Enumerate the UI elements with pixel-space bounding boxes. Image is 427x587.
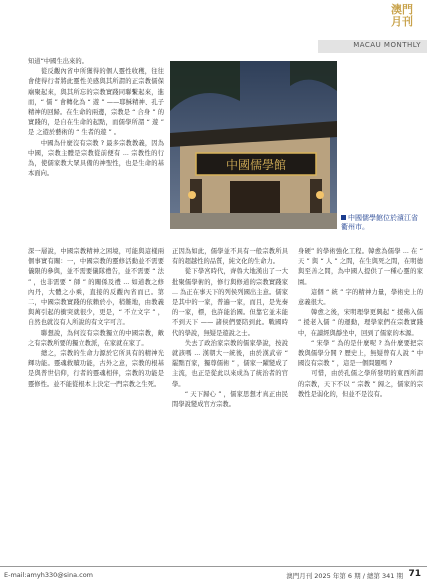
logo-line-1: 澳門 xyxy=(391,3,413,16)
footer-divider xyxy=(0,566,427,567)
building-sign: 中國儒學館 xyxy=(225,158,287,172)
caption-marker-icon xyxy=(341,215,346,220)
article-photo xyxy=(170,61,337,229)
building-illustration xyxy=(170,61,337,229)
footer-email: E-mail:amyh330@sina.com xyxy=(4,571,94,579)
magazine-logo xyxy=(382,4,422,30)
caption-text: 中國儒學館位於濱江省衢州市。 xyxy=(341,214,418,231)
photo-caption xyxy=(341,214,423,232)
footer-issue: 澳門月刊 2025 年第 6 期 / 總第 341 期 xyxy=(286,572,403,580)
brand-name: MACAU MONTHLY xyxy=(353,41,421,49)
article-column-1-top: 知道“中國生出來的。 從反觀內省中所獲得的個人靈性收穫，往往會使得行者將此靈性美感與其所謂的正宗教儒保廟聚起來，與其所忘的宗教實踐同聯繫起來，進而，“ 儒 ” 會轉化為 “ 遊 ” ——耶穌精神、孔子精神的回歸。在生命的兩邊，宗教是 “ 合身 ” 的實踐的，是自在生命的起點，而儒學所謂 “ 遊 ” 是 之遊於藝術的 “ 生者的遊 ” 。 中國為什麼沒有宗教 ? 最多宗教教義，因為中國，宗教主體是宗教從前便有 ... 宗教性的行為，使儒家教大眾具備的神聖性，也是生命的基本面向。 xyxy=(28,58,164,178)
page-number: 71 xyxy=(408,569,421,579)
article-column-2: 正因為如此，儒學並不具有一般宗教所具有的超越性的品質，純文化的生命力。 從下學宮時代，齊魯大地漢出了一大批聚儒學術的，修行與修道的宗教實踐家 ... 為正在事天下的列侯列國出主意。儒家是其中的一家，普遍一家，而且，是先秦的一家，標，也許能治國。但靠它並未能不到天下 —— 諸侯們要陪到此。戰國時代的學說，無疑是遊說之士。 失去了政治家宗教的儒家學說，按說就該嗎 ... 漢朝大一統後，由於漢武帝 “ 罷黜百家，獨尊儒術 ” ，儒家一躍變成了主流，也正是從此以來成為了統治者的官學。 “ 天下歸心 ” ，儒家思想才真正由民間學說變成官方宗教。 xyxy=(172,248,288,409)
masthead-band xyxy=(318,40,427,53)
article-column-1-bottom: 深一層說，中國宗教精神之困境，可能與這樣兩個事實有關：一，中國宗教的靈修活動並不需要儀限的參與，並不需要儀隊禮告，並不需要 “ 法 ” ，也非需要 “ 師 ” 的關係及禮 ... 如道教之修內丹，大體之小乘，直接的反觀內省而已。第二，中國宗教實踐的依賴於小，稍難地，由教義與萬引起的衝突就很少，更是，“ 不立文字 ” ，自然也就沒有人所說的有文字可言。 聯想說，為何沒有宗教獨立的中國宗教，敵之有宗教所要的獨立教派，在家就在家了。 總之，宗教的生命力源於它所具有的精神光輝功能。靈魂救贖功能，古外之意，宗教的根基是與普世信仰，行者的靈魂相伴，宗教的功能是靈修性。並不能從根本上決定一門宗教之生死。 xyxy=(28,248,164,388)
logo-line-2: 月刊 xyxy=(391,15,413,28)
article-column-3: 身硬” 的學術強化工程。韓愈為儒學 ... 在 “ 天 ” 與 “ 人 ” 之間，在生與死之間，在明德與至善之間，為中國人提供了一種心靈的家園。 這個 “ 統 ” 字的精神力量，學術史上的意義很大。 韓愈之後，宋明理學更興起 “ 援佛入儒 ” 援老入儒 ” 的運動，理學家們在宗教實踐中，在讀經與靜坐中，回到了儒家的本源。 “ 宋學 ” 為的是什麼呢 ? 為什麼要把宗教與儒學分開 ? 歷史上，無疑曾有人說 “ 中國沒有宗教 ” ，這是一個問題嗎 ? 可惜，由於孔儒之學所發明的東西所謂的宗教，天下不以 “ 宗教 ” 歸之，儒家的宗教性是弱化的，但並不是沒有。 xyxy=(298,248,423,398)
